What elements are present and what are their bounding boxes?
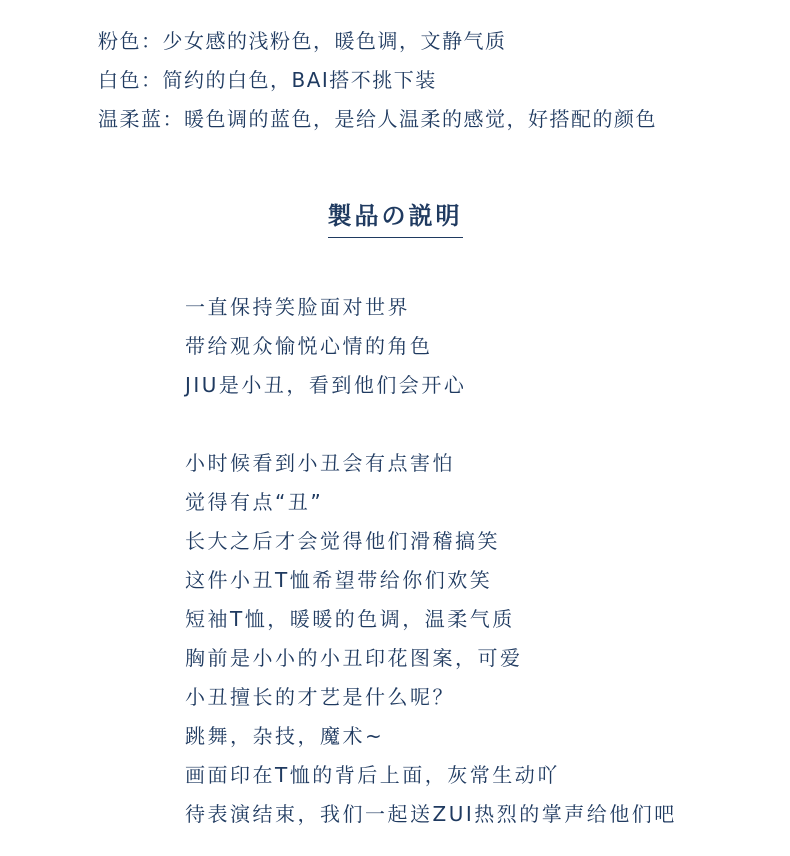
description-line: 这件小丑T恤希望带给你们欢笑 (185, 568, 493, 592)
section-title: 製品の説明 (328, 196, 463, 238)
color-blue-line: 温柔蓝：暖色调的蓝色，是给人温柔的感觉，好搭配的颜色 (98, 107, 657, 131)
description-line: 长大之后才会觉得他们滑稽搞笑 (185, 529, 500, 553)
description-line: 觉得有点“丑” (185, 490, 324, 514)
color-descriptions (98, 22, 657, 139)
color-white-line: 白色：简约的白色，BAI搭不挑下装 (98, 68, 437, 92)
description-line: 小丑擅长的才艺是什么呢？ (185, 685, 455, 709)
section-title-wrap (0, 196, 790, 238)
description-line: 一直保持笑脸面对世界 (185, 295, 410, 319)
description-line: 画面印在T恤的背后上面，灰常生动吖 (185, 763, 560, 787)
product-description (185, 288, 677, 834)
stanza-gap (185, 405, 677, 444)
description-line: 跳舞，杂技，魔术~ (185, 724, 385, 748)
description-line: 短袖T恤，暖暖的色调，温柔气质 (185, 607, 515, 631)
description-line: 小时候看到小丑会有点害怕 (185, 451, 455, 475)
description-line: 待表演结束，我们一起送ZUI热烈的掌声给他们吧 (185, 802, 677, 826)
description-line: 带给观众愉悦心情的角色 (185, 334, 433, 358)
color-pink-line: 粉色：少女感的浅粉色，暖色调，文静气质 (98, 29, 507, 53)
description-line: JIU是小丑，看到他们会开心 (185, 373, 467, 397)
description-line: 胸前是小小的小丑印花图案，可爱 (185, 646, 523, 670)
